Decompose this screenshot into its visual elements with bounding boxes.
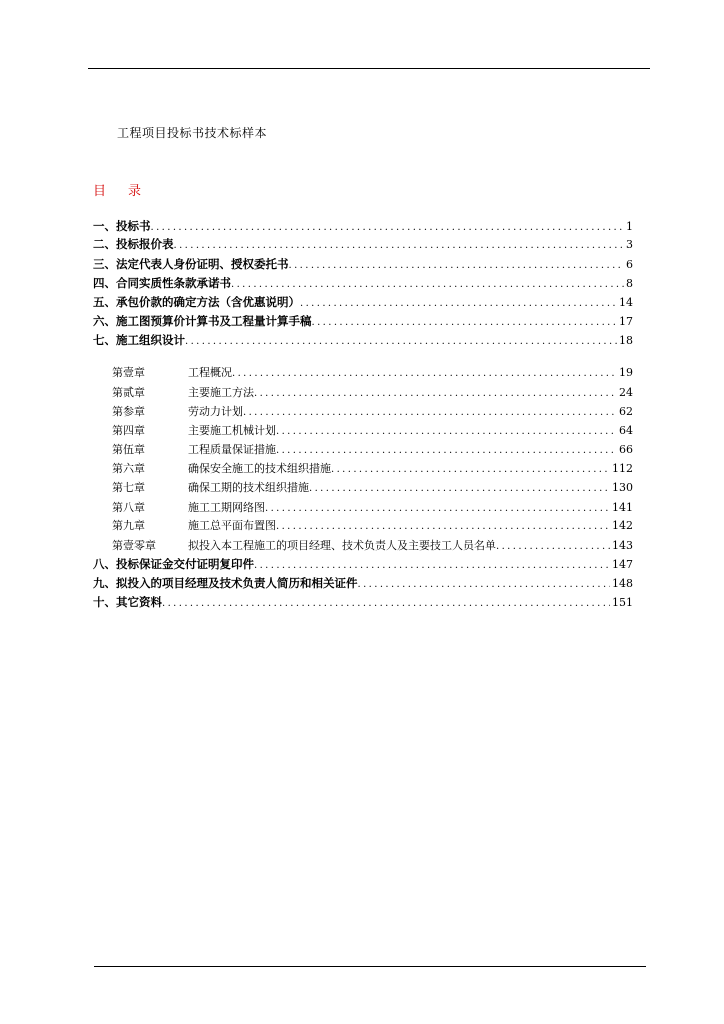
leader-dots [185, 336, 617, 347]
toc-heading-char-1: 目 [93, 184, 107, 199]
leader-dots [300, 298, 617, 309]
toc-entry-8[interactable] [93, 556, 633, 574]
toc-entry-page: 148 [612, 577, 633, 590]
toc-entry-page: 62 [619, 405, 633, 418]
toc-entry-page: 24 [619, 386, 633, 399]
toc-subentry-6[interactable] [112, 460, 633, 478]
toc-entry-page: 142 [612, 519, 633, 532]
toc-chapter-number: 第壹章 [112, 366, 145, 379]
leader-dots [232, 368, 617, 379]
leader-dots [496, 541, 610, 552]
toc-subentry-7[interactable] [112, 479, 633, 497]
toc-entry-label: 施工工期网络图 [188, 501, 265, 514]
toc-entry-7[interactable] [93, 332, 633, 350]
toc-entry-3[interactable] [93, 256, 633, 274]
toc-entry-2[interactable] [93, 236, 633, 254]
toc-chapter-number: 第壹零章 [112, 539, 156, 552]
toc-entry-page: 3 [626, 238, 633, 251]
toc-chapter-number: 第九章 [112, 519, 145, 532]
toc-subentry-8[interactable] [112, 499, 633, 517]
toc-chapter-number: 第贰章 [112, 386, 145, 399]
leader-dots [276, 521, 610, 532]
toc-entry-label: 一、投标书 [93, 219, 151, 233]
toc-entry-page: 151 [612, 596, 633, 609]
toc-entry-label: 七、施工组织设计 [93, 333, 185, 347]
toc-entry-page: 1 [626, 220, 633, 233]
toc-entry-label: 劳动力计划 [188, 405, 243, 418]
toc-heading-char-2: 录 [128, 184, 142, 199]
leader-dots [231, 279, 624, 290]
toc-entry-label: 二、投标报价表 [93, 237, 174, 251]
toc-entry-page: 141 [612, 501, 633, 514]
toc-entry-label: 四、合同实质性条款承诺书 [93, 276, 231, 290]
toc-entry-label: 六、施工图预算价计算书及工程量计算手稿 [93, 314, 312, 328]
toc-entry-page: 17 [619, 315, 633, 328]
toc-entry-label: 三、法定代表人身份证明、授权委托书 [93, 257, 289, 271]
toc-chapter-number: 第六章 [112, 462, 145, 475]
document-title: 工程项目投标书技术标样本 [117, 126, 268, 140]
header-rule [88, 68, 650, 69]
toc-subentry-2[interactable] [112, 384, 633, 402]
leader-dots [174, 240, 625, 251]
leader-dots [331, 464, 610, 475]
toc-entry-label: 工程概况 [188, 366, 232, 379]
toc-entry-9[interactable] [93, 575, 633, 593]
toc-entry-label: 拟投入本工程施工的项目经理、技术负责人及主要技工人员名单 [188, 539, 496, 552]
toc-entry-page: 18 [619, 334, 633, 347]
toc-entry-label: 确保工期的技术组织措施 [188, 481, 309, 494]
toc-entry-page: 112 [612, 462, 633, 475]
toc-entry-page: 64 [619, 424, 633, 437]
leader-dots [312, 317, 618, 328]
leader-dots [243, 407, 617, 418]
toc-entry-page: 14 [619, 296, 633, 309]
toc-entry-label: 八、投标保证金交付证明复印件 [93, 557, 254, 571]
leader-dots [276, 426, 617, 437]
toc-entry-4[interactable] [93, 275, 633, 293]
toc-entry-page: 147 [612, 558, 633, 571]
toc-entry-5[interactable] [93, 294, 633, 312]
toc-entry-1[interactable] [93, 218, 633, 236]
toc-chapter-number: 第伍章 [112, 443, 145, 456]
toc-entry-page: 8 [626, 277, 633, 290]
toc-subentry-10[interactable] [112, 537, 633, 555]
toc-entry-label: 十、其它资料 [93, 595, 162, 609]
toc-chapter-number: 第参章 [112, 405, 145, 418]
toc-subentry-3[interactable] [112, 403, 633, 421]
footer-rule [94, 966, 646, 967]
toc-chapter-number: 第七章 [112, 481, 145, 494]
toc-entry-page: 66 [619, 443, 633, 456]
toc-entry-label: 主要施工方法 [188, 386, 254, 399]
toc-entry-label: 九、拟投入的项目经理及技术负责人简历和相关证件 [93, 576, 358, 590]
toc-entry-page: 6 [626, 258, 633, 271]
toc-entry-label: 五、承包价款的确定方法（含优惠说明） [93, 295, 300, 309]
toc-chapter-number: 第四章 [112, 424, 145, 437]
toc-subentry-5[interactable] [112, 441, 633, 459]
toc-entry-page: 19 [619, 366, 633, 379]
toc-entry-label: 主要施工机械计划 [188, 424, 276, 437]
toc-heading [93, 180, 141, 199]
leader-dots [358, 579, 611, 590]
leader-dots [151, 222, 625, 233]
toc-entry-label: 施工总平面布置图 [188, 519, 276, 532]
toc-entry-label: 确保安全施工的技术组织措施 [188, 462, 331, 475]
leader-dots [254, 388, 617, 399]
toc-entry-10[interactable] [93, 594, 633, 612]
toc-entry-page: 130 [612, 481, 633, 494]
leader-dots [289, 260, 625, 271]
toc-chapter-number: 第八章 [112, 501, 145, 514]
leader-dots [162, 598, 610, 609]
toc-entry-page: 143 [612, 539, 633, 552]
toc-entry-6[interactable] [93, 313, 633, 331]
toc-subentry-4[interactable] [112, 422, 633, 440]
toc-subentry-9[interactable] [112, 517, 633, 535]
toc-entry-label: 工程质量保证措施 [188, 443, 276, 456]
leader-dots [265, 503, 610, 514]
toc-subentry-1[interactable] [112, 364, 633, 382]
leader-dots [254, 560, 610, 571]
leader-dots [309, 483, 610, 494]
leader-dots [276, 445, 617, 456]
